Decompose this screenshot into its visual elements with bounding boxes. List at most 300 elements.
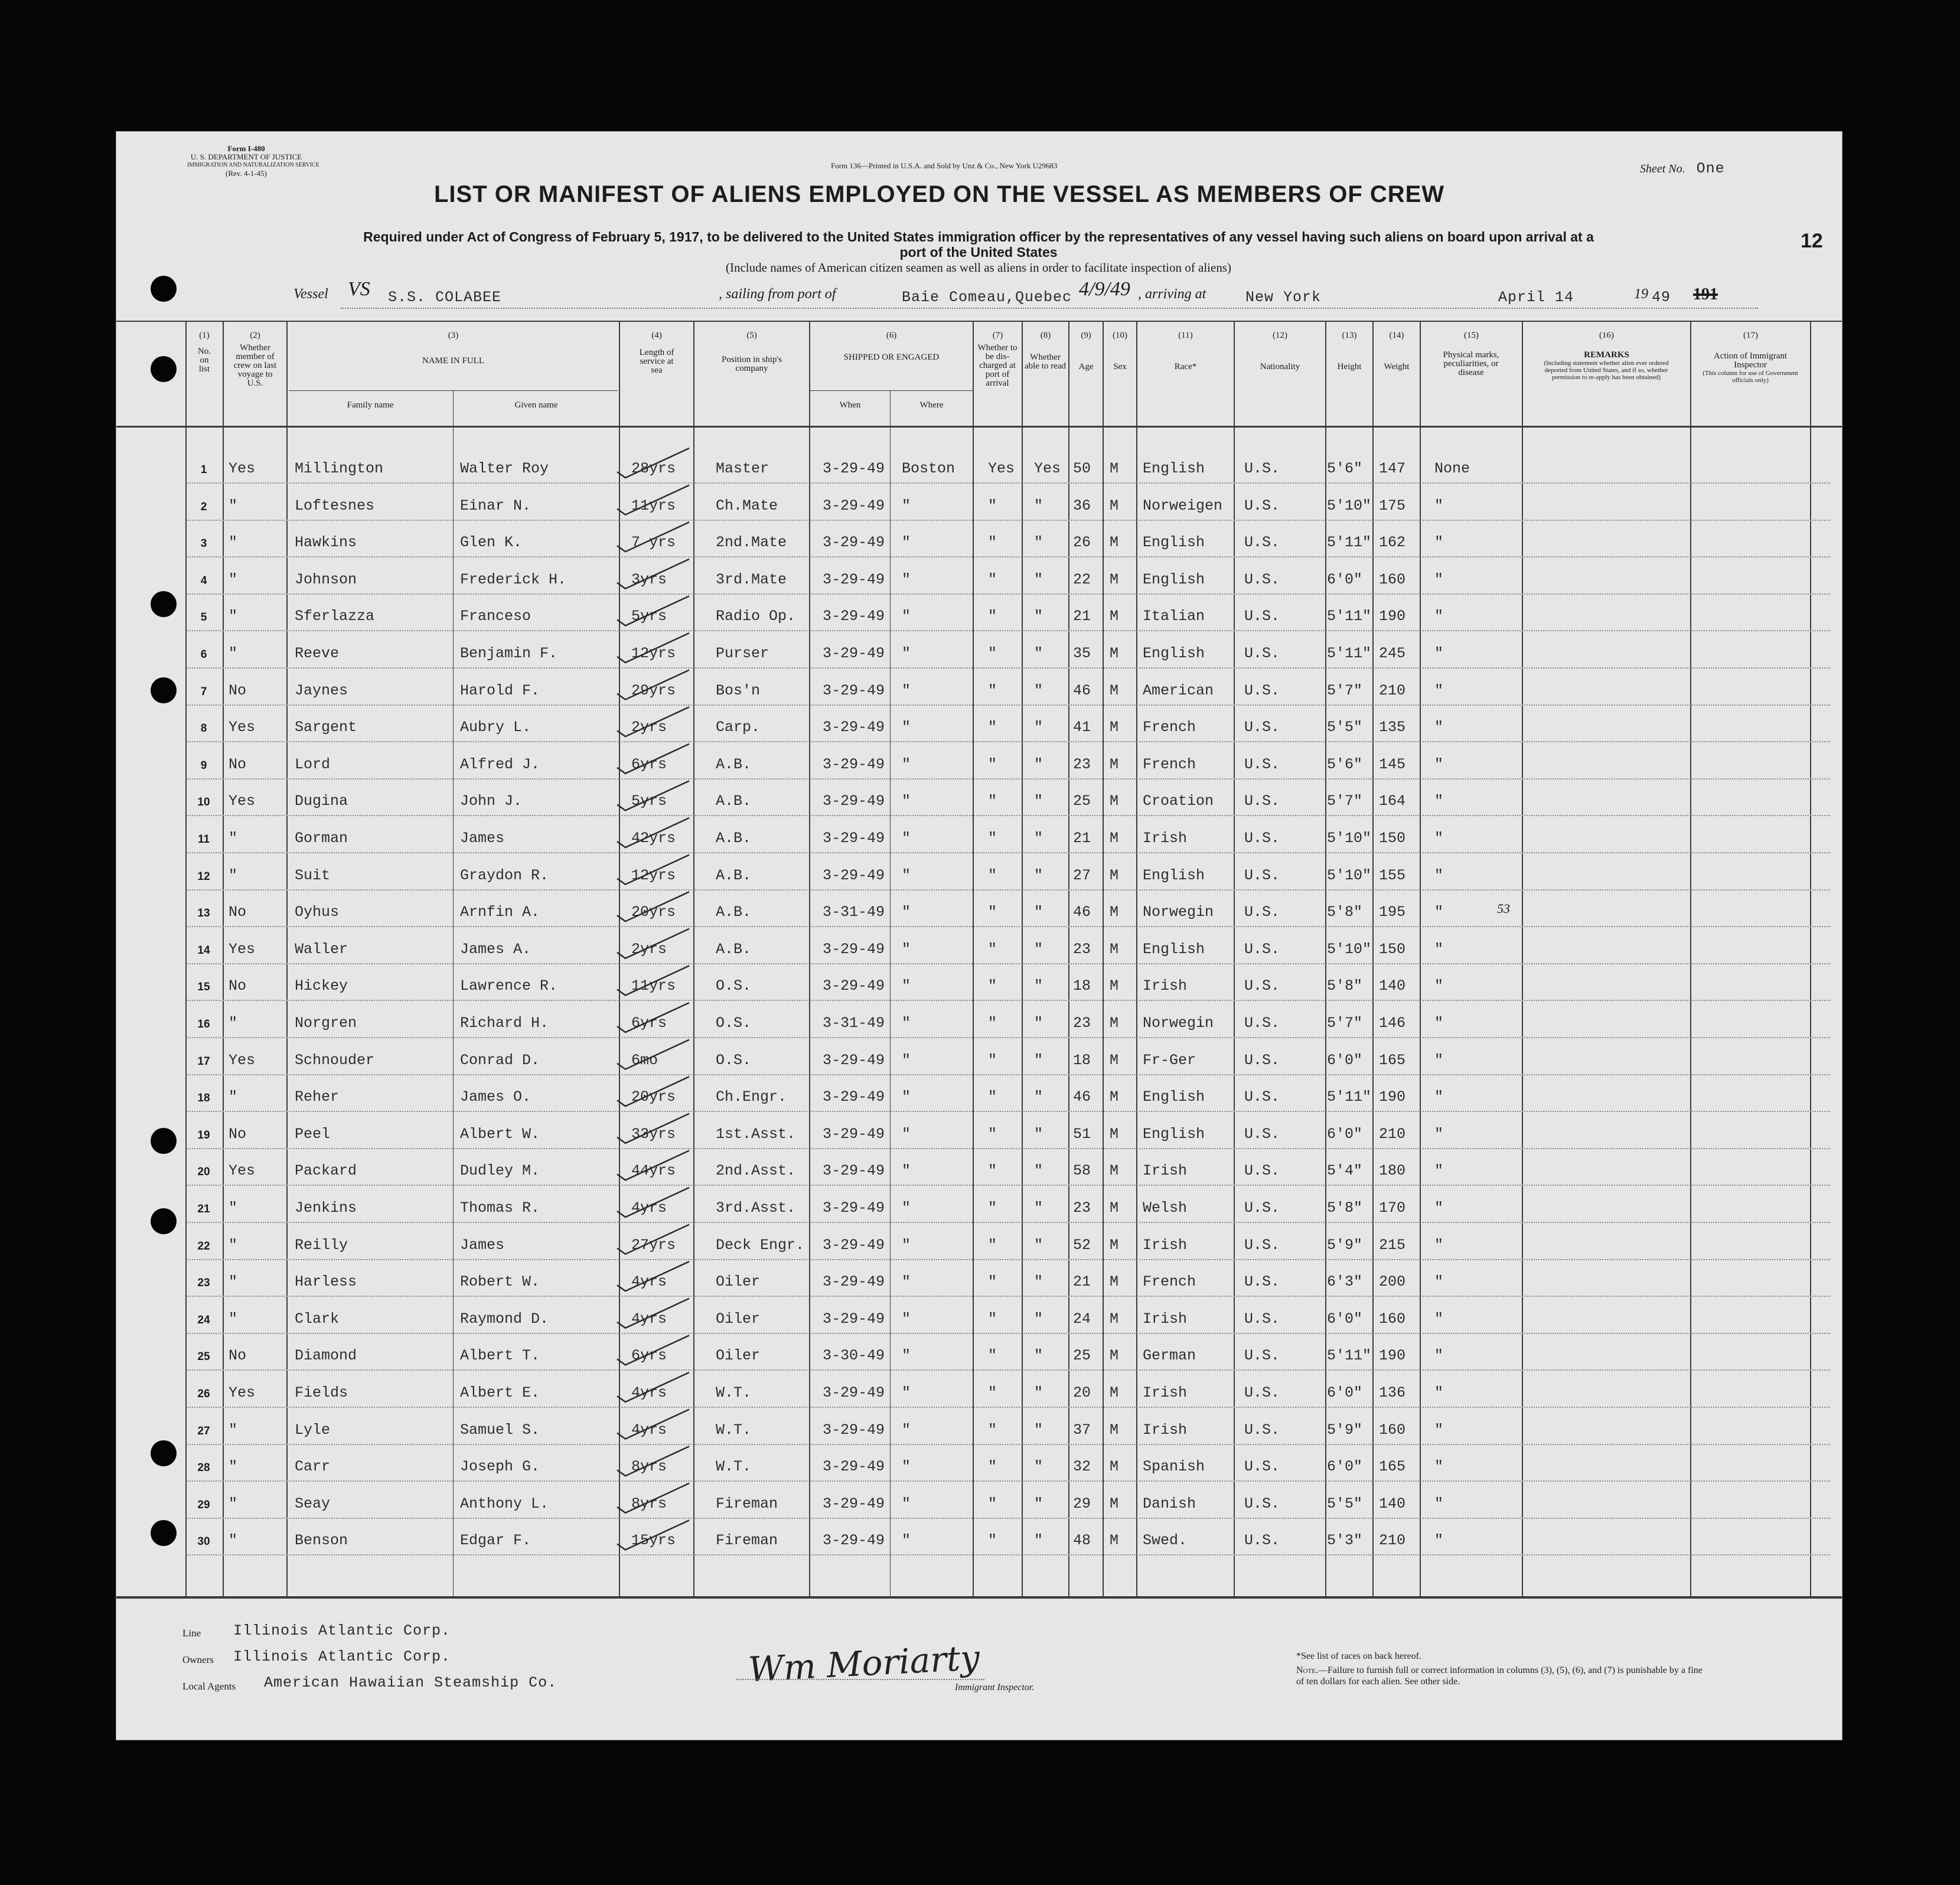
position-cell: A.B. — [716, 940, 752, 958]
discharged-cell: " — [988, 1273, 997, 1291]
shipped-where-cell: " — [902, 977, 911, 995]
shipped-when-cell: 3-29-49 — [823, 1236, 885, 1254]
col-label: Nationality — [1260, 362, 1300, 371]
race-cell: Irish — [1143, 1162, 1188, 1180]
age-cell: 22 — [1073, 570, 1091, 588]
discharged-cell: " — [988, 534, 997, 552]
given-name-cell: Glen K. — [460, 534, 523, 552]
service-length-cell: 27yrs — [631, 1236, 676, 1254]
shipped-when-cell: 3-29-49 — [823, 1421, 885, 1439]
service-length-cell: 2yrs — [631, 719, 667, 736]
row-number: 22 — [197, 1240, 210, 1253]
service-length-cell: 20yrs — [631, 904, 676, 921]
agents-value: American Hawaiian Steamship Co. — [264, 1674, 557, 1691]
prev-voyage-cell: No — [229, 1125, 247, 1143]
family-name-cell: Gorman — [295, 830, 348, 847]
row-rule — [187, 1074, 1830, 1075]
physical-marks-cell: " — [1434, 1162, 1444, 1180]
position-cell: Fireman — [716, 1495, 778, 1512]
shipped-when-cell: 3-29-49 — [823, 830, 885, 847]
margin-annotation: 53 — [1497, 901, 1510, 917]
discharged-cell: " — [988, 1051, 997, 1069]
nationality-cell: U.S. — [1244, 1458, 1280, 1476]
sailing-label: , sailing from port of — [719, 286, 836, 302]
given-name-cell: Joseph G. — [460, 1458, 540, 1476]
page-title: LIST OR MANIFEST OF ALIENS EMPLOYED ON THE VESSEL AS MEMBERS OF CREW — [434, 181, 1445, 207]
position-cell: O.S. — [716, 1051, 752, 1069]
nationality-cell: U.S. — [1244, 1421, 1280, 1439]
prev-voyage-cell: No — [229, 1347, 247, 1365]
discharged-cell: " — [988, 904, 997, 921]
weight-cell: 175 — [1379, 497, 1406, 514]
shipped-where-cell: " — [902, 940, 911, 958]
position-cell: O.S. — [716, 1015, 752, 1032]
position-cell: Oiler — [716, 1273, 761, 1291]
service-length-cell: 6yrs — [631, 1347, 667, 1365]
able-to-read-cell: " — [1034, 681, 1043, 699]
sex-cell: M — [1110, 719, 1119, 736]
service-length-cell: 4yrs — [631, 1199, 667, 1217]
sex-cell: M — [1110, 1310, 1119, 1328]
vessel-underline — [341, 308, 1758, 309]
nationality-cell: U.S. — [1244, 1495, 1280, 1512]
physical-marks-cell: " — [1434, 1310, 1444, 1328]
discharged-cell: " — [988, 1162, 997, 1180]
race-cell: English — [1143, 940, 1205, 958]
table-row — [116, 1527, 1842, 1551]
form-number: Form I-480 — [227, 144, 265, 153]
shipped-subheader-rule — [810, 390, 973, 391]
age-cell: 18 — [1073, 1051, 1091, 1069]
nationality-cell: U.S. — [1244, 1015, 1280, 1032]
given-name-cell: Edgar F. — [460, 1532, 531, 1550]
shipped-where-cell: " — [902, 1384, 911, 1401]
arrival-date: April 14 — [1498, 289, 1574, 306]
position-cell: Oiler — [716, 1310, 761, 1328]
family-name-cell: Seay — [295, 1495, 331, 1512]
able-to-read-cell: " — [1034, 866, 1043, 884]
owners-value: Illinois Atlantic Corp. — [233, 1648, 451, 1665]
weight-cell: 146 — [1379, 1015, 1406, 1032]
given-name-cell: James A. — [460, 940, 531, 958]
row-number: 2 — [200, 500, 207, 513]
header-bottom-rule — [116, 426, 1842, 428]
col3-header — [288, 331, 619, 366]
service-length-cell: 7 yrs — [631, 534, 676, 552]
row-number: 11 — [197, 833, 210, 846]
prev-voyage-cell: " — [229, 1199, 238, 1217]
row-number: 3 — [200, 537, 207, 550]
prev-voyage-cell: " — [229, 570, 238, 588]
race-cell: Irish — [1143, 1310, 1188, 1328]
where-header: Where — [919, 400, 944, 410]
height-cell: 5'10" — [1327, 497, 1372, 514]
discharged-cell: " — [988, 1015, 997, 1032]
race-cell: English — [1143, 1125, 1205, 1143]
table-row — [116, 455, 1842, 479]
sex-cell: M — [1110, 904, 1119, 921]
col-label: Race* — [1174, 362, 1197, 371]
physical-marks-cell: None — [1434, 460, 1470, 477]
service-length-cell: 4yrs — [631, 1421, 667, 1439]
sex-cell: M — [1110, 608, 1119, 625]
prev-voyage-cell: Yes — [229, 460, 256, 477]
age-cell: 37 — [1073, 1421, 1091, 1439]
agents-label: Local Agents — [182, 1681, 236, 1692]
shipped-where-cell: " — [902, 1162, 911, 1180]
row-rule — [187, 1407, 1830, 1408]
discharged-cell: " — [988, 940, 997, 958]
physical-marks-cell: " — [1434, 1495, 1444, 1512]
service-length-cell: 11yrs — [631, 497, 676, 514]
service-length-cell: 42yrs — [631, 830, 676, 847]
race-cell: Fr-Ger — [1143, 1051, 1196, 1069]
table-row — [116, 936, 1842, 960]
service-length-cell: 2yrs — [631, 940, 667, 958]
table-row — [116, 1268, 1842, 1292]
prev-voyage-cell: " — [229, 1532, 238, 1550]
able-to-read-cell: " — [1034, 497, 1043, 514]
prev-voyage-cell: " — [229, 830, 238, 847]
sheet-value: One — [1696, 160, 1725, 177]
nationality-cell: U.S. — [1244, 1347, 1280, 1365]
row-rule — [187, 593, 1830, 595]
physical-marks-cell: " — [1434, 830, 1444, 847]
discharged-cell: " — [988, 681, 997, 699]
col-label: NAME IN FULL — [422, 356, 484, 366]
service-length-cell: 28yrs — [631, 460, 676, 477]
shipped-when-cell: 3-29-49 — [823, 1088, 885, 1106]
family-name-cell: Reher — [295, 1088, 340, 1106]
race-cell: Irish — [1143, 1421, 1188, 1439]
height-cell: 5'8" — [1327, 977, 1363, 995]
able-to-read-cell: " — [1034, 1051, 1043, 1069]
prev-voyage-cell: " — [229, 1273, 238, 1291]
age-cell: 25 — [1073, 1347, 1091, 1365]
age-cell: 21 — [1073, 1273, 1091, 1291]
discharged-cell: " — [988, 608, 997, 625]
signature-line — [736, 1679, 984, 1680]
sex-cell: M — [1110, 534, 1119, 552]
row-number: 12 — [197, 870, 210, 883]
vessel-line — [293, 278, 1782, 310]
race-cell: Italian — [1143, 608, 1205, 625]
row-rule — [187, 520, 1830, 521]
row-rule — [187, 705, 1830, 706]
physical-marks-cell: " — [1434, 755, 1444, 773]
weight-cell: 145 — [1379, 755, 1406, 773]
col-label: Whether able to read — [1025, 353, 1066, 371]
height-cell: 6'0" — [1327, 570, 1363, 588]
shipped-when-cell: 3-29-49 — [823, 793, 885, 810]
shipped-when-cell: 3-30-49 — [823, 1347, 885, 1365]
age-cell: 25 — [1073, 793, 1091, 810]
note-text: —Failure to furnish full or correct information in columns (3), (5), (6), and (7) is punishable by a fine of ten dollars for each alien. See other side. — [1296, 1665, 1703, 1687]
weight-cell: 215 — [1379, 1236, 1406, 1254]
sex-cell: M — [1110, 755, 1119, 773]
family-name-cell: Clark — [295, 1310, 340, 1328]
table-top-rule — [116, 321, 1842, 322]
race-cell: English — [1143, 570, 1205, 588]
punch-hole — [151, 356, 177, 382]
given-name-cell: Einar N. — [460, 497, 531, 514]
height-cell: 5'10" — [1327, 830, 1372, 847]
weight-cell: 165 — [1379, 1458, 1406, 1476]
inspector-signature: Wm Moriarty — [747, 1637, 981, 1690]
physical-marks-cell: " — [1434, 645, 1444, 662]
discharged-cell: " — [988, 570, 997, 588]
physical-marks-cell: " — [1434, 1532, 1444, 1550]
sex-cell: M — [1110, 1273, 1119, 1291]
discharged-cell: " — [988, 1421, 997, 1439]
table-row — [116, 529, 1842, 553]
service-length-cell: 6mo — [631, 1051, 658, 1069]
prev-voyage-cell: Yes — [229, 719, 256, 736]
able-to-read-cell: " — [1034, 1384, 1043, 1401]
sex-cell: M — [1110, 1015, 1119, 1032]
prev-voyage-cell: No — [229, 904, 247, 921]
col11-header — [1137, 331, 1234, 371]
age-cell: 52 — [1073, 1236, 1091, 1254]
punch-hole — [151, 276, 177, 302]
physical-marks-cell: " — [1434, 570, 1444, 588]
given-name-cell: Dudley M. — [460, 1162, 540, 1180]
physical-marks-cell: " — [1434, 1088, 1444, 1106]
age-cell: 51 — [1073, 1125, 1091, 1143]
subtitle-line-2: port of the United States — [899, 244, 1058, 260]
position-cell: Purser — [716, 645, 769, 662]
shipped-when-cell: 3-29-49 — [823, 570, 885, 588]
family-name-cell: Reilly — [295, 1236, 348, 1254]
nationality-cell: U.S. — [1244, 1088, 1280, 1106]
nationality-cell: U.S. — [1244, 570, 1280, 588]
col-label: Weight — [1384, 362, 1410, 371]
weight-cell: 245 — [1379, 645, 1406, 662]
col-label: Length of service at sea — [639, 348, 674, 375]
sex-cell: M — [1110, 1162, 1119, 1180]
discharged-cell: " — [988, 1532, 997, 1550]
col15-header — [1421, 331, 1522, 377]
table-row — [116, 640, 1842, 664]
row-number: 20 — [197, 1166, 210, 1179]
weight-cell: 165 — [1379, 1051, 1406, 1069]
service-length-cell: 8yrs — [631, 1495, 667, 1512]
nationality-cell: U.S. — [1244, 534, 1280, 552]
position-cell: Radio Op. — [716, 608, 796, 625]
shipped-when-cell: 3-29-49 — [823, 497, 885, 514]
position-cell: 3rd.Asst. — [716, 1199, 796, 1217]
age-cell: 46 — [1073, 1088, 1091, 1106]
nationality-cell: U.S. — [1244, 1162, 1280, 1180]
table-row — [116, 1010, 1842, 1033]
given-name-header: Given name — [514, 400, 558, 410]
shipped-where-cell: " — [902, 1495, 911, 1512]
row-rule — [187, 1518, 1830, 1519]
physical-marks-cell: " — [1434, 940, 1444, 958]
sex-cell: M — [1110, 1458, 1119, 1476]
physical-marks-cell: " — [1434, 977, 1444, 995]
table-row — [116, 1379, 1842, 1403]
family-name-cell: Lord — [295, 755, 331, 773]
prev-voyage-cell: " — [229, 1088, 238, 1106]
physical-marks-cell: " — [1434, 1384, 1444, 1401]
row-rule — [187, 741, 1830, 742]
table-row — [116, 1157, 1842, 1181]
height-cell: 5'11" — [1327, 645, 1372, 662]
family-name-cell: Fields — [295, 1384, 348, 1401]
table-row — [116, 1342, 1842, 1366]
weight-cell: 147 — [1379, 460, 1406, 477]
position-cell: A.B. — [716, 866, 752, 884]
shipped-where-cell: " — [902, 719, 911, 736]
row-number: 14 — [197, 944, 210, 957]
height-cell: 5'7" — [1327, 793, 1363, 810]
family-name-cell: Hawkins — [295, 534, 357, 552]
age-cell: 58 — [1073, 1162, 1091, 1180]
arrival-port: New York — [1245, 289, 1322, 306]
weight-cell: 164 — [1379, 793, 1406, 810]
nationality-cell: U.S. — [1244, 681, 1280, 699]
discharged-cell: " — [988, 1347, 997, 1365]
departure-port: Baie Comeau,Quebec — [902, 289, 1072, 306]
family-name-cell: Benson — [295, 1532, 348, 1550]
row-rule — [187, 630, 1830, 631]
shipped-when-cell: 3-29-49 — [823, 1532, 885, 1550]
physical-marks-cell: " — [1434, 904, 1444, 921]
race-cell: French — [1143, 1273, 1196, 1291]
able-to-read-cell: " — [1034, 1532, 1043, 1550]
discharged-cell: Yes — [988, 460, 1015, 477]
able-to-read-cell: " — [1034, 608, 1043, 625]
prev-voyage-cell: " — [229, 1015, 238, 1032]
able-to-read-cell: Yes — [1034, 460, 1061, 477]
height-cell: 5'7" — [1327, 1015, 1363, 1032]
weight-cell: 162 — [1379, 534, 1406, 552]
shipped-where-cell: " — [902, 1273, 911, 1291]
height-cell: 5'4" — [1327, 1162, 1363, 1180]
table-row — [116, 899, 1842, 922]
position-cell: Fireman — [716, 1532, 778, 1550]
race-cell: Irish — [1143, 830, 1188, 847]
sex-cell: M — [1110, 866, 1119, 884]
weight-cell: 155 — [1379, 866, 1406, 884]
shipped-where-cell: " — [902, 1199, 911, 1217]
sex-cell: M — [1110, 940, 1119, 958]
prev-voyage-cell: " — [229, 608, 238, 625]
service-length-cell: 6yrs — [631, 755, 667, 773]
shipped-when-cell: 3-29-49 — [823, 1310, 885, 1328]
row-rule — [187, 1111, 1830, 1112]
table-row — [116, 973, 1842, 996]
weight-cell: 140 — [1379, 977, 1406, 995]
races-note: *See list of races on back hereof. — [1296, 1651, 1421, 1661]
owners-label: Owners — [182, 1654, 214, 1665]
nationality-cell: U.S. — [1244, 1273, 1280, 1291]
able-to-read-cell: " — [1034, 1199, 1043, 1217]
height-cell: 5'11" — [1327, 1347, 1372, 1365]
race-cell: English — [1143, 645, 1205, 662]
sex-cell: M — [1110, 1051, 1119, 1069]
age-cell: 36 — [1073, 497, 1091, 514]
col-sublabel: (This column for use of Government officials only) — [1703, 370, 1798, 384]
shipped-when-cell: 3-29-49 — [823, 719, 885, 736]
nationality-cell: U.S. — [1244, 1051, 1280, 1069]
discharged-cell: " — [988, 1125, 997, 1143]
age-cell: 23 — [1073, 1015, 1091, 1032]
height-cell: 5'3" — [1327, 1532, 1363, 1550]
weight-cell: 160 — [1379, 1310, 1406, 1328]
able-to-read-cell: " — [1034, 645, 1043, 662]
sex-cell: M — [1110, 1125, 1119, 1143]
age-cell: 21 — [1073, 830, 1091, 847]
discharged-cell: " — [988, 645, 997, 662]
table-row — [116, 825, 1842, 849]
note-label: Note. — [1296, 1665, 1318, 1675]
given-name-cell: Thomas R. — [460, 1199, 540, 1217]
shipped-when-cell: 3-29-49 — [823, 1162, 885, 1180]
table-row — [116, 1084, 1842, 1107]
weight-cell: 150 — [1379, 940, 1406, 958]
shipped-when-cell: 3-29-49 — [823, 645, 885, 662]
nationality-cell: U.S. — [1244, 755, 1280, 773]
able-to-read-cell: " — [1034, 904, 1043, 921]
age-cell: 26 — [1073, 534, 1091, 552]
col7-header — [974, 331, 1022, 388]
position-cell: A.B. — [716, 830, 752, 847]
nationality-cell: U.S. — [1244, 1125, 1280, 1143]
service-length-cell: 4yrs — [631, 1384, 667, 1401]
family-name-cell: Sferlazza — [295, 608, 375, 625]
race-cell: Norwegin — [1143, 904, 1214, 921]
able-to-read-cell: " — [1034, 1310, 1043, 1328]
arrival-year: 49 — [1652, 289, 1671, 306]
race-cell: American — [1143, 681, 1214, 699]
height-cell: 5'6" — [1327, 755, 1363, 773]
race-cell: French — [1143, 755, 1196, 773]
service-length-cell: 5yrs — [631, 608, 667, 625]
table-row — [116, 862, 1842, 886]
col-number: (8) — [1040, 331, 1051, 340]
col-number: (7) — [992, 331, 1003, 340]
race-cell: English — [1143, 1088, 1205, 1106]
position-cell: 3rd.Mate — [716, 570, 787, 588]
position-cell: A.B. — [716, 793, 752, 810]
family-name-cell: Lyle — [295, 1421, 331, 1439]
table-row — [116, 1047, 1842, 1071]
shipped-where-cell: " — [902, 1015, 911, 1032]
weight-cell: 150 — [1379, 830, 1406, 847]
line-value: Illinois Atlantic Corp. — [233, 1622, 451, 1639]
col-label: Age — [1078, 362, 1094, 371]
table-row — [116, 1232, 1842, 1255]
col-label: Physical marks, peculiarities, or disease — [1443, 350, 1499, 377]
shipped-when-cell: 3-29-49 — [823, 1199, 885, 1217]
col-number: (16) — [1599, 331, 1614, 340]
height-cell: 5'9" — [1327, 1421, 1363, 1439]
discharged-cell: " — [988, 866, 997, 884]
line-label: Line — [182, 1628, 201, 1639]
able-to-read-cell: " — [1034, 1236, 1043, 1254]
physical-marks-cell: " — [1434, 1421, 1444, 1439]
col-number: (2) — [250, 331, 260, 340]
height-cell: 5'8" — [1327, 904, 1363, 921]
sex-cell: M — [1110, 1421, 1119, 1439]
service-length-cell: 8yrs — [631, 1458, 667, 1476]
service-name: IMMIGRATION AND NATURALIZATION SERVICE — [187, 162, 319, 168]
able-to-read-cell: " — [1034, 1347, 1043, 1365]
weight-cell: 200 — [1379, 1273, 1406, 1291]
col-number: (17) — [1743, 331, 1758, 340]
